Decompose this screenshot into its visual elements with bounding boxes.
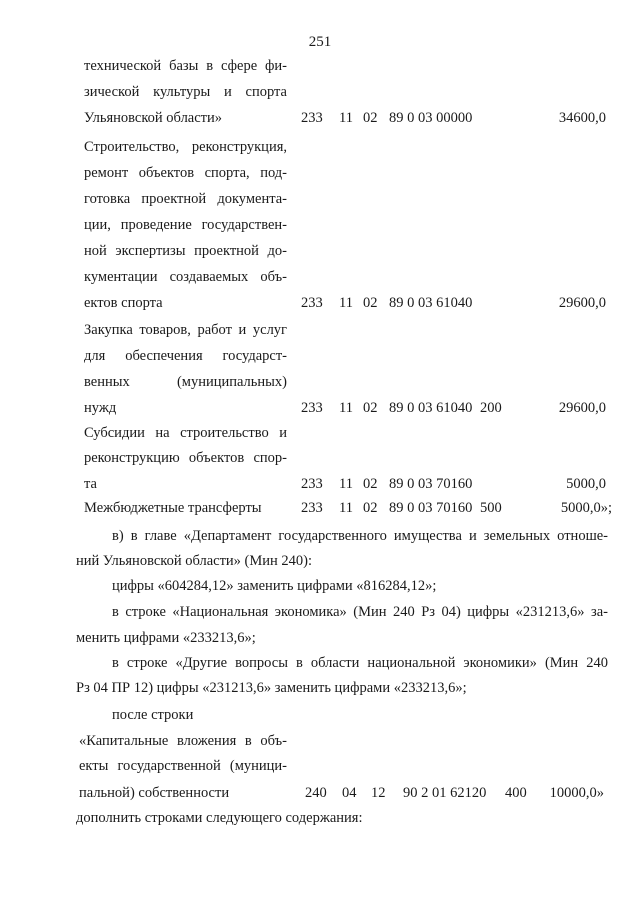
subsection-code: 02 — [363, 476, 378, 492]
paragraph-line: Рз 04 ПР 12) цифры «231213,6» заменить цифрами «233213,6»; — [76, 680, 467, 696]
amount: 29600,0 — [558, 295, 606, 311]
target-code: 89 0 03 00000 — [389, 110, 473, 126]
row-name-line: «Капитальные вложения в объ- — [79, 733, 287, 749]
row-name-line: нужд — [84, 400, 117, 416]
ministry-code: 233 — [301, 295, 323, 311]
row-name-line: кументации создаваемых объ- — [84, 269, 287, 285]
section-code: 11 — [339, 476, 353, 492]
row-name-line: реконструкцию объектов спор- — [84, 450, 287, 466]
subsection-code: 12 — [371, 785, 386, 801]
row-name-line: та — [84, 476, 97, 492]
expense-type-code: 500 — [480, 500, 502, 516]
amount: 29600,0 — [558, 400, 606, 416]
row-name-line: зической культуры и спорта — [84, 84, 287, 100]
row-name-line: венных (муниципальных) — [84, 374, 287, 390]
row-name-line: ремонт объектов спорта, под- — [84, 165, 287, 181]
row-name-line: ной экспертизы проектной до- — [84, 243, 287, 259]
section-code: 04 — [342, 785, 357, 801]
row-name-line: ции, проведение государствен- — [84, 217, 287, 233]
row-name-line: для обеспечения государст- — [84, 348, 287, 364]
section-code: 11 — [339, 400, 353, 416]
target-code: 89 0 03 61040 — [389, 400, 473, 416]
row-name-line: Субсидии на строительство и — [84, 425, 287, 441]
ministry-code: 233 — [301, 110, 323, 126]
amount: 5000,0»; — [560, 500, 612, 516]
target-code: 90 2 01 62120 — [403, 785, 487, 801]
row-name-line: екты государственной (муници- — [79, 758, 287, 774]
page-number: 251 — [308, 34, 332, 50]
amount: 10000,0» — [549, 785, 604, 801]
paragraph-line: после строки — [112, 707, 194, 723]
paragraph-line: в строке «Другие вопросы в области национальной экономики» (Мин 240 — [112, 655, 608, 671]
expense-type-code: 400 — [505, 785, 527, 801]
subsection-code: 02 — [363, 110, 378, 126]
paragraph-line: в строке «Национальная экономика» (Мин 240 Рз 04) цифры «231213,6» за- — [112, 604, 608, 620]
ministry-code: 233 — [301, 500, 323, 516]
section-code: 11 — [339, 295, 353, 311]
row-name-line: Закупка товаров, работ и услуг — [84, 322, 287, 338]
expense-type-code: 200 — [480, 400, 502, 416]
ministry-code: 240 — [305, 785, 327, 801]
target-code: 89 0 03 70160 — [389, 500, 473, 516]
paragraph-line: в) в главе «Департамент государственного имущества и земельных отноше- — [112, 528, 608, 544]
row-name-line: технической базы в сфере фи- — [84, 58, 287, 74]
paragraph-line: дополнить строками следующего содержания: — [76, 810, 363, 826]
target-code: 89 0 03 70160 — [389, 476, 473, 492]
section-code: 11 — [339, 500, 353, 516]
section-code: 11 — [339, 110, 353, 126]
subsection-code: 02 — [363, 295, 378, 311]
row-name-line: ектов спорта — [84, 295, 163, 311]
paragraph-line: менить цифрами «233213,6»; — [76, 630, 256, 646]
row-name-line: Межбюджетные трансферты — [84, 500, 262, 516]
row-name-line: готовка проектной документа- — [84, 191, 287, 207]
subsection-code: 02 — [363, 500, 378, 516]
paragraph-line: цифры «604284,12» заменить цифрами «816284,12»; — [112, 578, 437, 594]
amount: 34600,0 — [558, 110, 606, 126]
target-code: 89 0 03 61040 — [389, 295, 473, 311]
ministry-code: 233 — [301, 476, 323, 492]
amount: 5000,0 — [566, 476, 606, 492]
ministry-code: 233 — [301, 400, 323, 416]
row-name-line: Строительство, реконструкция, — [84, 139, 287, 155]
row-name-line: Ульяновской области» — [84, 110, 223, 126]
subsection-code: 02 — [363, 400, 378, 416]
row-name-line: пальной) собственности — [79, 785, 230, 801]
paragraph-line: ний Ульяновской области» (Мин 240): — [76, 553, 313, 569]
